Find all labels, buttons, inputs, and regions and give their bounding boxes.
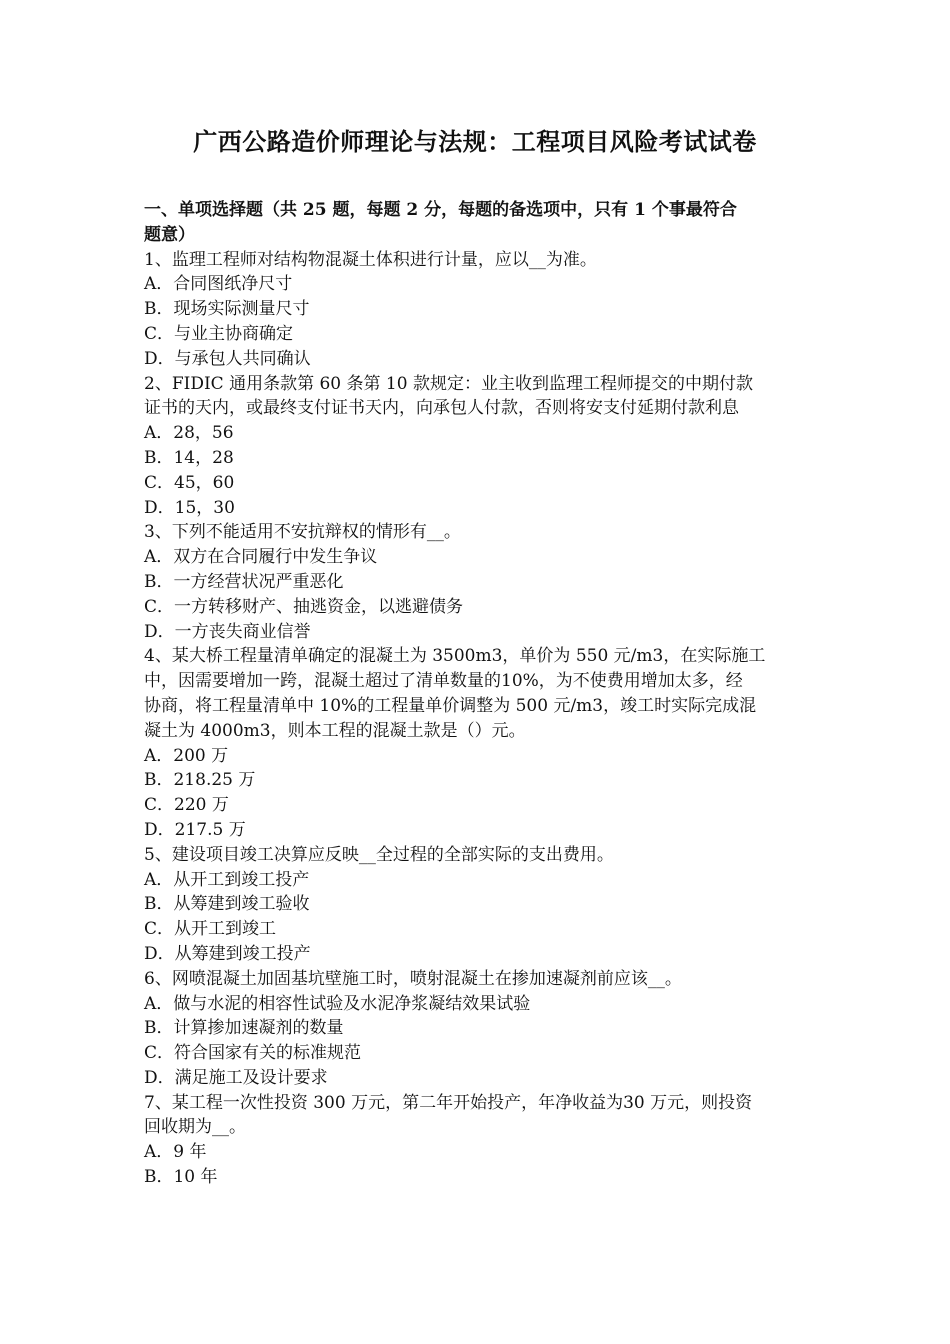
question-text: 5、建设项目竣工决算应反映__全过程的全部实际的支出费用。 — [144, 844, 614, 865]
option-b: B．10 年 — [144, 1167, 218, 1188]
document-body — [144, 198, 810, 1190]
question-text: 凝土为 4000m3，则本工程的混凝土款是（）元。 — [144, 720, 526, 741]
option-a: A．从开工到竣工投产 — [144, 869, 310, 890]
question-text: 回收期为__。 — [144, 1117, 246, 1138]
question-4 — [144, 644, 810, 842]
option-b: B．一方经营状况严重恶化 — [144, 571, 344, 592]
question-6 — [144, 967, 810, 1091]
option-b: B．14，28 — [144, 447, 234, 468]
question-text: 3、下列不能适用不安抗辩权的情形有__。 — [144, 522, 461, 543]
option-b: B．现场实际测量尺寸 — [144, 299, 310, 320]
question-text: 6、网喷混凝土加固基坑壁施工时，喷射混凝土在掺加速凝剂前应该__。 — [144, 968, 682, 989]
question-text: 2、FIDIC 通用条款第 60 条第 10 款规定：业主收到监理工程师提交的中期付款 — [144, 373, 753, 394]
option-b: B．218.25 万 — [144, 770, 256, 791]
option-b: B．从筹建到竣工验收 — [144, 894, 310, 915]
option-a: A．做与水泥的相容性试验及水泥净浆凝结效果试验 — [144, 993, 531, 1014]
option-a: A．合同图纸净尺寸 — [144, 274, 293, 295]
option-c: C．一方转移财产、抽逃资金，以逃避债务 — [144, 596, 464, 617]
section-heading-line: 一、单项选择题（共 25 题，每题 2 分，每题的备选项中，只有 1 个事最符合 — [144, 200, 737, 220]
section-heading-line: 题意） — [144, 224, 195, 245]
question-text: 1、监理工程师对结构物混凝土体积进行计量，应以__为准。 — [144, 249, 597, 270]
question-text: 协商，将工程量清单中 10%的工程量单价调整为 500 元/m3，竣工时实际完成混 — [144, 695, 757, 716]
option-a: A．200 万 — [144, 745, 229, 766]
question-text: 证书的天内，或最终支付证书天内，向承包人付款，否则将安支付延期付款利息 — [144, 398, 739, 419]
section-heading — [144, 198, 810, 248]
option-d: D．15，30 — [144, 497, 235, 518]
option-c: C．从开工到竣工 — [144, 919, 277, 940]
question-text: 中，因需要增加一跨，混凝土超过了清单数量的10%，为不使费用增加太多，经 — [144, 671, 743, 692]
question-5 — [144, 843, 810, 967]
option-c: C．45，60 — [144, 472, 235, 493]
question-text: 7、某工程一次性投资 300 万元，第二年开始投产，年净收益为30 万元，则投资 — [144, 1092, 753, 1113]
option-a: A．双方在合同履行中发生争议 — [144, 547, 378, 568]
option-d: D．一方丧失商业信誉 — [144, 621, 311, 642]
question-7 — [144, 1091, 810, 1190]
document-title: 广西公路造价师理论与法规：工程项目风险考试试卷 — [193, 127, 757, 156]
question-1 — [144, 248, 810, 372]
option-c: C．与业主协商确定 — [144, 323, 294, 344]
question-3 — [144, 520, 810, 644]
question-2 — [144, 372, 810, 521]
option-c: C．220 万 — [144, 795, 229, 816]
option-d: D．从筹建到竣工投产 — [144, 943, 311, 964]
option-a: A．9 年 — [144, 1142, 207, 1163]
option-b: B．计算掺加速凝剂的数量 — [144, 1018, 344, 1039]
option-d: D．217.5 万 — [144, 819, 246, 840]
option-a: A．28，56 — [144, 423, 234, 444]
option-d: D．与承包人共同确认 — [144, 348, 311, 369]
question-text: 4、某大桥工程量清单确定的混凝土为 3500m3，单价为 550 元/m3，在实际施工 — [144, 646, 766, 667]
option-c: C．符合国家有关的标准规范 — [144, 1043, 362, 1064]
option-d: D．满足施工及设计要求 — [144, 1067, 328, 1088]
